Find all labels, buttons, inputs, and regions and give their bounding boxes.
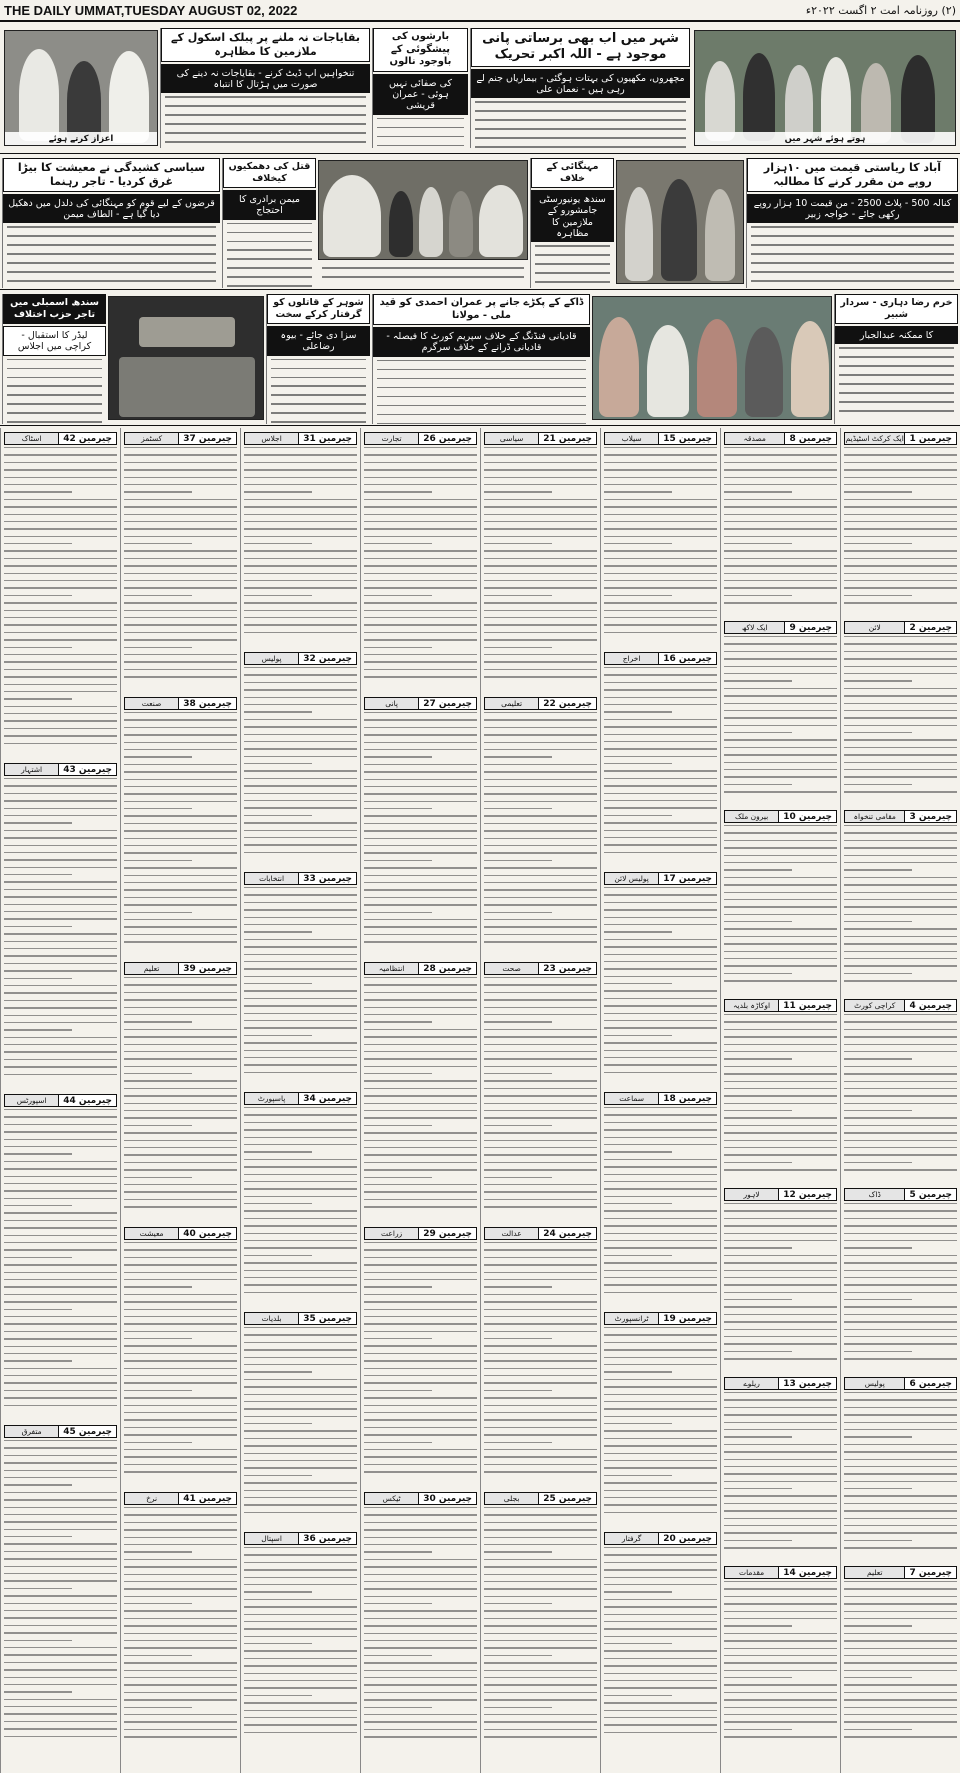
notice xyxy=(484,1226,597,1488)
story-political-tension xyxy=(2,158,220,288)
notice-title: اجلاس xyxy=(244,432,298,445)
notice-number: چیرمین 22 xyxy=(538,697,597,710)
notice-body xyxy=(364,1242,477,1473)
masthead-english: THE DAILY UMMAT,TUESDAY AUGUST 02, 2022 xyxy=(4,2,298,18)
notice-header xyxy=(844,1187,957,1201)
notice-body xyxy=(844,447,957,604)
notice-number: چیرمین 12 xyxy=(778,1188,837,1201)
notice-body xyxy=(844,636,957,793)
story-wheat-price xyxy=(746,158,958,288)
notice-body xyxy=(724,1203,837,1360)
notice xyxy=(724,809,837,995)
notice-body xyxy=(604,1107,717,1293)
notice xyxy=(604,871,717,1088)
notice-number: چیرمین 35 xyxy=(298,1312,357,1325)
notice-header xyxy=(484,1226,597,1240)
notice-title: لاہور xyxy=(724,1188,778,1201)
notice xyxy=(364,961,477,1223)
notice-title: پولیس xyxy=(244,652,298,665)
notice-header xyxy=(844,809,957,823)
event-photo-left xyxy=(4,30,158,146)
notice-header xyxy=(604,1311,717,1325)
notice xyxy=(844,431,957,617)
notice-number: چیرمین 24 xyxy=(538,1227,597,1240)
notice-title: اسپتال xyxy=(244,1532,298,1545)
notice-header xyxy=(124,1491,237,1505)
story-sindh-university xyxy=(530,158,614,288)
notice-title: تجارت xyxy=(364,432,418,445)
notice xyxy=(124,1491,237,1753)
notice-body xyxy=(604,1547,717,1733)
notice-number: چیرمین 15 xyxy=(658,432,717,445)
notice-title: پولیس xyxy=(844,1377,904,1390)
notice-title: بیرون ملک xyxy=(724,810,778,823)
subheadline: کنالہ 500 - پلاٹ 2500 - من قیمت 10 ہزار روپے رکھی جائے - خواجہ زبیر xyxy=(747,194,958,224)
notice-number: چیرمین 41 xyxy=(178,1492,237,1505)
photo-caption-lines xyxy=(318,264,528,288)
notice-number: چیرمین 43 xyxy=(58,763,117,776)
notice xyxy=(724,431,837,617)
notice xyxy=(604,431,717,648)
notice xyxy=(604,1531,717,1748)
subheadline: مچھروں، مکھیوں کی بہتات ہوگئی - بیماریاں جنم لے رہی ہیں - نعمان علی xyxy=(471,69,690,99)
notice-number: چیرمین 6 xyxy=(904,1377,957,1390)
notice xyxy=(4,431,117,759)
notice-title: سماعت xyxy=(604,1092,658,1105)
notice-number: چیرمین 30 xyxy=(418,1492,477,1505)
notice-number: چیرمین 7 xyxy=(904,1566,957,1579)
notice-title: انتظامیہ xyxy=(364,962,418,975)
notice-body xyxy=(244,1107,357,1293)
notice-number: چیرمین 18 xyxy=(658,1092,717,1105)
notice-number: چیرمین 8 xyxy=(784,432,837,445)
protest-photo-right xyxy=(694,30,956,146)
headline: بقایاجات نہ ملنے پر پبلک اسکول کے ملازمین کا مظاہرہ xyxy=(161,28,370,62)
notice xyxy=(124,961,237,1223)
notice-header xyxy=(124,431,237,445)
notice-header xyxy=(844,1565,957,1579)
story-khurram xyxy=(834,294,958,424)
notice-body xyxy=(724,825,837,982)
notice-header xyxy=(4,1424,117,1438)
subheadline: قرضوں کے لیے قوم کو مہنگائی کی دلدل میں دھکیل دیا گیا ہے - الطاف میمن xyxy=(3,194,220,224)
notice-title: گرفتار xyxy=(604,1532,658,1545)
notice-title: ڈاک xyxy=(844,1188,904,1201)
notice-number: چیرمین 3 xyxy=(904,810,957,823)
notice-title: عدالت xyxy=(484,1227,538,1240)
notice-number: چیرمین 31 xyxy=(298,432,357,445)
notice-number: چیرمین 25 xyxy=(538,1492,597,1505)
notice-title: اوکاڑہ بلدیہ xyxy=(724,999,778,1012)
notice-number: چیرمین 5 xyxy=(904,1188,957,1201)
notice-body xyxy=(124,1507,237,1738)
notice-header xyxy=(604,431,717,445)
notice-body xyxy=(364,447,477,678)
notice xyxy=(844,1376,957,1562)
notice xyxy=(484,696,597,958)
notice-header xyxy=(844,620,957,634)
notice-body xyxy=(244,1327,357,1513)
notice-header xyxy=(844,1376,957,1390)
notice-header xyxy=(244,1091,357,1105)
notice-title: اشتہار xyxy=(4,763,58,776)
notice xyxy=(484,961,597,1223)
story-drains xyxy=(372,28,468,148)
notice-header xyxy=(724,809,837,823)
notice-body xyxy=(844,825,957,982)
notice-header xyxy=(244,871,357,885)
notice-header xyxy=(4,762,117,776)
notice xyxy=(124,431,237,693)
notice-body xyxy=(844,1014,957,1171)
notice-title: انتخابات xyxy=(244,872,298,885)
notice xyxy=(844,1565,957,1751)
notice-number: چیرمین 28 xyxy=(418,962,477,975)
notice-number: چیرمین 21 xyxy=(538,432,597,445)
subheadline: سزا دی جائے - بیوہ رضاعلی xyxy=(267,326,370,356)
notice xyxy=(244,1091,357,1308)
notice-number: چیرمین 2 xyxy=(904,621,957,634)
notice-number: چیرمین 13 xyxy=(778,1377,837,1390)
notice-body xyxy=(4,1109,117,1406)
notice-number: چیرمین 29 xyxy=(418,1227,477,1240)
notice-number: چیرمین 44 xyxy=(58,1094,117,1107)
notice-body xyxy=(484,1242,597,1473)
notice-title: زراعت xyxy=(364,1227,418,1240)
notice-header xyxy=(604,1531,717,1545)
notice xyxy=(484,1491,597,1753)
notice xyxy=(844,998,957,1184)
notice-number: چیرمین 4 xyxy=(904,999,957,1012)
masthead-urdu: (۲) روزنامہ امت ۲ اگست ۲۰۲۲ء xyxy=(805,3,956,17)
notice-number: چیرمین 23 xyxy=(538,962,597,975)
notice-number: چیرمین 39 xyxy=(178,962,237,975)
notice-header xyxy=(484,431,597,445)
notice-number: چیرمین 38 xyxy=(178,697,237,710)
notice-header xyxy=(484,961,597,975)
notice-title: ریلوے xyxy=(724,1377,778,1390)
notice-title: بجلی xyxy=(484,1492,538,1505)
notice-title: لائن xyxy=(844,621,904,634)
notice xyxy=(244,1311,357,1528)
headline: خرم رضا دہاری - سردار شبیر xyxy=(835,294,958,324)
notice-header xyxy=(484,1491,597,1505)
subheadline: تنخواہیں اپ ڈیٹ کرنے - بقایاجات نہ دینے کی صورت میں ہڑتال کا انتباہ xyxy=(161,64,370,94)
notice xyxy=(124,1226,237,1488)
notice-body xyxy=(844,1581,957,1738)
notice-body xyxy=(604,667,717,853)
notice-header xyxy=(724,1376,837,1390)
notice-title: مقامی تنخواہ xyxy=(844,810,904,823)
notice-title: نرخ xyxy=(124,1492,178,1505)
notice-number: چیرمین 40 xyxy=(178,1227,237,1240)
notice-header xyxy=(4,1093,117,1107)
notice-number: چیرمین 26 xyxy=(418,432,477,445)
subheadline: سندھ یونیورسٹی جامشورو کے ملازمین کا مظاہرہ xyxy=(531,190,614,243)
notice xyxy=(604,1091,717,1308)
notice-body xyxy=(724,1581,837,1738)
second-row xyxy=(0,156,960,290)
notice xyxy=(124,696,237,958)
notice-number: چیرمین 32 xyxy=(298,652,357,665)
notice-body xyxy=(124,712,237,943)
notice xyxy=(364,431,477,693)
notice-body xyxy=(244,447,357,633)
notice-title: اسپورٹس xyxy=(4,1094,58,1107)
column-6 xyxy=(240,428,360,1773)
notice-header xyxy=(4,431,117,445)
notice-body xyxy=(244,1547,357,1733)
notice-number: چیرمین 33 xyxy=(298,872,357,885)
notice-number: چیرمین 19 xyxy=(658,1312,717,1325)
notice-title: اسٹاک xyxy=(4,432,58,445)
notice-number: چیرمین 16 xyxy=(658,652,717,665)
notice-header xyxy=(604,1091,717,1105)
notice xyxy=(244,871,357,1088)
notice xyxy=(244,431,357,648)
notice-header xyxy=(244,651,357,665)
notice-title: سیلاب xyxy=(604,432,658,445)
notice-body xyxy=(4,447,117,744)
notice xyxy=(4,1093,117,1421)
notice xyxy=(244,1531,357,1748)
story-memon-protest xyxy=(222,158,316,288)
notice-title: معیشت xyxy=(124,1227,178,1240)
notice-body xyxy=(604,1327,717,1513)
notice xyxy=(724,1565,837,1751)
notice-title: تعلیم xyxy=(844,1566,904,1579)
subheadline: لیڈر کا استقبال - کراچی میں اجلاس xyxy=(3,326,106,356)
photo-crowd xyxy=(616,160,744,284)
notice-body xyxy=(124,1242,237,1473)
headline: بارشوں کی پیشگوئی کے باوجود نالوں xyxy=(373,28,468,72)
notice-title: اخراج xyxy=(604,652,658,665)
notice-title: ٹرانسپورٹ xyxy=(604,1312,658,1325)
notice xyxy=(604,1311,717,1528)
notice-title: ٹیکس xyxy=(364,1492,418,1505)
headline: شوہر کے قاتلوں کو گرفتار کرکے سخت xyxy=(267,294,370,324)
headline: قتل کی دھمکیوں کیخلاف xyxy=(223,158,316,188)
notice-body xyxy=(364,1507,477,1738)
notice-header xyxy=(724,998,837,1012)
photo-assembly-hall xyxy=(108,296,264,420)
headline: مہنگائی کے خلاف xyxy=(531,158,614,188)
notice-body xyxy=(724,1392,837,1549)
column-7 xyxy=(120,428,240,1773)
notice xyxy=(4,1424,117,1752)
subheadline: قادیانی فنڈنگ کے خلاف سپریم کورٹ کا فیصلہ - قادیانی ڈرانے کے خلاف سرگرم xyxy=(373,327,590,357)
headline: آباد کا ریاستی قیمت میں ۱۰ہزار روپے من مقرر کرنے کا مطالبہ xyxy=(747,158,958,192)
notice-number: چیرمین 17 xyxy=(658,872,717,885)
notice-title: کراچی کورٹ xyxy=(844,999,904,1012)
notice-header xyxy=(124,696,237,710)
column-1 xyxy=(840,428,960,1773)
notice-title: تعلیمی xyxy=(484,697,538,710)
notice-body xyxy=(244,667,357,853)
notice-body xyxy=(844,1203,957,1360)
notice-body xyxy=(484,1507,597,1738)
subheadline: میمن برادری کا احتجاج xyxy=(223,190,316,220)
notice-body xyxy=(124,447,237,678)
story-public-school xyxy=(160,28,370,148)
notice-title: صحت xyxy=(484,962,538,975)
notice xyxy=(844,620,957,806)
subheadline: کا ممکنہ عبدالجبار xyxy=(835,326,958,344)
notice-header xyxy=(604,651,717,665)
notice-body xyxy=(724,1014,837,1171)
notice-title: ایک کرکٹ اسٹیڈیم xyxy=(845,433,904,443)
notices-grid xyxy=(0,428,960,1773)
notice-title: متفرق xyxy=(4,1425,58,1438)
notice-body xyxy=(124,977,237,1208)
notice xyxy=(484,431,597,693)
notice-header xyxy=(364,696,477,710)
notice-number: چیرمین 10 xyxy=(778,810,837,823)
notice-body xyxy=(244,887,357,1073)
photo-protest-center xyxy=(318,160,528,260)
notice xyxy=(844,1187,957,1373)
notice-number: چیرمین 36 xyxy=(298,1532,357,1545)
notice xyxy=(724,998,837,1184)
column-8 xyxy=(0,428,120,1773)
notice-header xyxy=(364,1491,477,1505)
notice-title: مقدمات xyxy=(724,1566,778,1579)
notice-body xyxy=(4,1440,117,1737)
notice-title: پاسپورٹ xyxy=(244,1092,298,1105)
top-row xyxy=(0,24,960,154)
notice-header xyxy=(124,1226,237,1240)
notice-body xyxy=(724,636,837,793)
notice-body xyxy=(484,712,597,943)
headline: سیاسی کشیدگی نے معیشت کا بیڑا غرق کردیا - تاجر رہنما xyxy=(3,158,220,192)
notice-header xyxy=(244,431,357,445)
notice xyxy=(4,762,117,1090)
notice-body xyxy=(484,977,597,1208)
headline: ڈاکے کے پکڑے جانے پر عمران احمدی کو قید ملی - مولانا xyxy=(373,294,590,325)
notice-header xyxy=(604,871,717,885)
column-3 xyxy=(600,428,720,1773)
story-widow xyxy=(266,294,370,424)
notice-body xyxy=(724,447,837,604)
photo-caption: ہوتے ہوئے شہر میں xyxy=(695,132,955,145)
notice-header xyxy=(724,1187,837,1201)
notice-header xyxy=(364,961,477,975)
notice-header xyxy=(484,696,597,710)
notice-body xyxy=(844,1392,957,1549)
story-qadiani xyxy=(372,294,590,424)
notice xyxy=(724,1187,837,1373)
third-row xyxy=(0,292,960,426)
photo-women-protest xyxy=(592,296,832,420)
notice-body xyxy=(364,977,477,1208)
notice xyxy=(724,620,837,806)
story-rain-water xyxy=(470,28,690,148)
notice-title: ایک لاکھ xyxy=(724,621,784,634)
photo-caption: اعزاز کرتے ہوئے xyxy=(5,132,157,145)
notice-number: چیرمین 34 xyxy=(298,1092,357,1105)
notice-header xyxy=(844,431,957,445)
notice-body xyxy=(4,778,117,1075)
notice-header xyxy=(364,1226,477,1240)
notice-header xyxy=(724,431,837,445)
notice-header xyxy=(724,1565,837,1579)
story-sindh-assembly xyxy=(2,294,106,424)
notice-header xyxy=(844,998,957,1012)
notice-number: چیرمین 37 xyxy=(178,432,237,445)
notice-body xyxy=(604,447,717,633)
column-4 xyxy=(480,428,600,1773)
notice xyxy=(724,1376,837,1562)
headline: سندھ اسمبلی میں تاجر حزب اختلاف xyxy=(3,294,106,324)
notice xyxy=(364,1226,477,1488)
notice xyxy=(364,696,477,958)
headline: شہر میں اب بھی برساتی پانی موجود ہے - اللہ اکبر تحریک xyxy=(471,28,690,67)
notice-title: پولیس لائن xyxy=(604,872,658,885)
notice xyxy=(364,1491,477,1753)
subheadline: کی صفائی نہیں ہوئی - عمران قریشی xyxy=(373,74,468,115)
notice-number: چیرمین 27 xyxy=(418,697,477,710)
notice-title: مصدقہ xyxy=(724,432,784,445)
notice xyxy=(244,651,357,868)
column-5 xyxy=(360,428,480,1773)
masthead xyxy=(0,0,960,22)
notice-body xyxy=(604,887,717,1073)
notice-title: پانی xyxy=(364,697,418,710)
notice-title: صنعت xyxy=(124,697,178,710)
notice-title: بلدیات xyxy=(244,1312,298,1325)
column-2 xyxy=(720,428,840,1773)
notice-number: چیرمین 42 xyxy=(58,432,117,445)
notice-number: چیرمین 11 xyxy=(778,999,837,1012)
notice-number: چیرمین 9 xyxy=(784,621,837,634)
notice-title: کسٹمز xyxy=(124,432,178,445)
notice-header xyxy=(364,431,477,445)
notice-title: سیاسی xyxy=(484,432,538,445)
notice-header xyxy=(124,961,237,975)
notice xyxy=(604,651,717,868)
notice-number: چیرمین 1 xyxy=(904,432,957,445)
notice-header xyxy=(244,1531,357,1545)
notice-number: چیرمین 45 xyxy=(58,1425,117,1438)
notice-body xyxy=(484,447,597,678)
notice-title: تعلیم xyxy=(124,962,178,975)
notice-header xyxy=(244,1311,357,1325)
notice-number: چیرمین 14 xyxy=(778,1566,837,1579)
notice-number: چیرمین 20 xyxy=(658,1532,717,1545)
notice xyxy=(844,809,957,995)
notice-body xyxy=(364,712,477,943)
notice-header xyxy=(724,620,837,634)
